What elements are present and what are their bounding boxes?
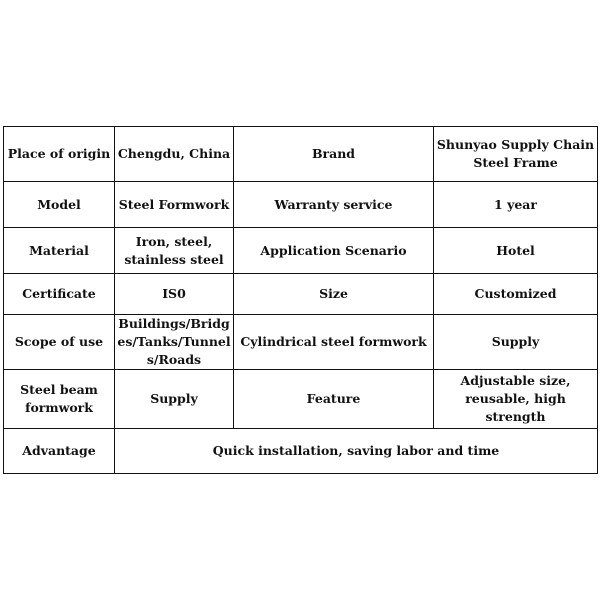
label-cell: Material xyxy=(4,228,115,274)
label-cell: Cylindrical steel formwork xyxy=(234,315,434,370)
spec-table xyxy=(3,126,598,474)
merged-value-cell: Quick installation, saving labor and time xyxy=(115,429,598,474)
value-cell: Steel Formwork xyxy=(115,182,234,228)
value-cell: Shunyao Supply Chain Steel Frame xyxy=(434,127,598,182)
label-cell: Steel beam formwork xyxy=(4,370,115,429)
value-cell: Supply xyxy=(115,370,234,429)
value-cell: Hotel xyxy=(434,228,598,274)
label-cell: Certificate xyxy=(4,274,115,315)
table-row xyxy=(4,370,598,429)
value-cell: IS0 xyxy=(115,274,234,315)
table-row xyxy=(4,429,598,474)
value-cell: Iron, steel, stainless steel xyxy=(115,228,234,274)
label-cell: Feature xyxy=(234,370,434,429)
value-cell: Customized xyxy=(434,274,598,315)
table-row xyxy=(4,274,598,315)
label-cell: Application Scenario xyxy=(234,228,434,274)
value-cell: 1 year xyxy=(434,182,598,228)
label-cell: Size xyxy=(234,274,434,315)
value-cell: Buildings/Bridges/Tanks/Tunnels/Roads xyxy=(115,315,234,370)
label-cell: Brand xyxy=(234,127,434,182)
value-cell: Chengdu, China xyxy=(115,127,234,182)
label-cell: Scope of use xyxy=(4,315,115,370)
label-cell: Warranty service xyxy=(234,182,434,228)
table-row xyxy=(4,315,598,370)
table-row xyxy=(4,228,598,274)
value-cell: Adjustable size, reusable, high strength xyxy=(434,370,598,429)
label-cell: Model xyxy=(4,182,115,228)
value-cell: Supply xyxy=(434,315,598,370)
table-row xyxy=(4,182,598,228)
table-row xyxy=(4,127,598,182)
label-cell: Place of origin xyxy=(4,127,115,182)
label-cell: Advantage xyxy=(4,429,115,474)
